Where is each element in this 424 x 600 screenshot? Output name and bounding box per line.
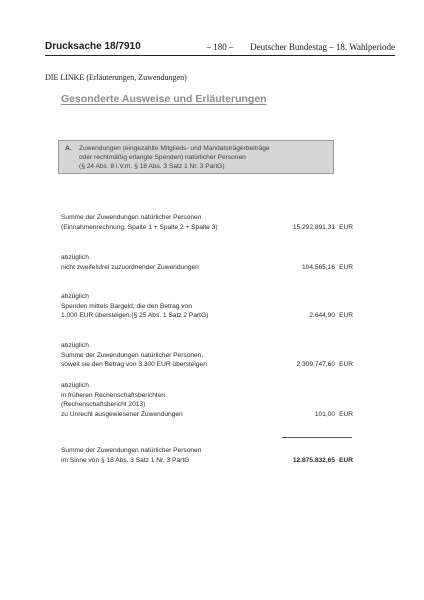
row-currency: EUR <box>339 361 353 369</box>
subheader: DIE LINKE (Erläuterungen, Zuwendungen) <box>45 73 187 82</box>
section-title-line: Zuwendungen (eingezahlte Mitglieds- und Mandatsträgerbeiträge <box>79 145 270 152</box>
row-label <box>61 381 281 419</box>
row-label-line: Summe der Zuwendungen natürlicher Personen, <box>61 351 204 359</box>
row-label-line: (Einnahmenrechnung, Spalte 1 + Spalte 2 + Spalte 3) <box>61 223 218 231</box>
row-label-line: im Sinne von § 18 Abs. 3 Satz 1 Nr. 3 PartG <box>61 456 190 464</box>
row-label-line: Summe der Zuwendungen natürlicher Personen <box>61 447 202 454</box>
page-number: – 180 – <box>206 42 234 52</box>
row-amount: 104.565,16 <box>301 263 335 271</box>
row-label-line: in früheren Rechenschaftsberichten <box>61 391 166 399</box>
row-label <box>61 213 281 232</box>
sum-divider <box>282 437 352 438</box>
page-title: Gesonderte Ausweise und Erläuterungen <box>61 93 267 105</box>
row-currency: EUR <box>339 312 353 320</box>
row-label-line: zu Unrecht ausgewiesener Zuwendungen <box>61 410 183 418</box>
row-amount: 2.644,90 <box>309 312 335 320</box>
row-label-line: 1.000 EUR übersteigen (§ 25 Abs. 1 Satz 2 PartG) <box>61 312 209 320</box>
row-label <box>61 253 281 272</box>
row-label-line: abzüglich <box>61 342 89 349</box>
row-label-line: Spenden mittels Bargeld, die den Betrag von <box>61 302 192 310</box>
row-amount: 101,00 <box>314 410 335 418</box>
row-label <box>61 446 281 465</box>
row-label-line: abzüglich <box>61 382 89 389</box>
row-label <box>61 292 281 321</box>
section-title-line: (§ 24 Abs. 8 i.V.m. § 18 Abs. 3 Satz 1 Nr. 3 PartG) <box>79 163 225 170</box>
publisher-label: Deutscher Bundestag – 18. Wahlperiode <box>250 42 395 52</box>
row-label <box>61 341 281 370</box>
row-amount: 15.292.891,31 <box>292 223 335 231</box>
section-a-box <box>58 140 334 174</box>
section-letter: A. <box>65 145 72 152</box>
row-label-line: (Rechenschaftsbericht 2013) <box>61 401 146 409</box>
row-label-line: soweit sie den Betrag von 3.300 EUR übersteigen <box>61 361 207 369</box>
drucksache-label <box>45 41 141 52</box>
drucksache-number: 7910 <box>118 41 141 52</box>
section-title-line: oder rechtmäßig erlangte Spenden) natürlicher Personen <box>79 154 246 161</box>
row-currency: EUR <box>339 410 353 418</box>
row-label-line: abzüglich <box>61 293 89 300</box>
header-divider <box>45 55 395 56</box>
row-currency: EUR <box>339 456 353 464</box>
row-currency: EUR <box>339 263 353 271</box>
row-currency: EUR <box>339 223 353 231</box>
page-header <box>45 41 395 53</box>
row-label-line: nicht zweifelsfrei zuzuordnender Zuwendungen <box>61 263 199 271</box>
row-amount-total: 12.875.832,65 <box>292 456 335 464</box>
row-label-line: abzüglich <box>61 254 89 261</box>
row-label-line: Summe der Zuwendungen natürlicher Personen <box>61 214 202 221</box>
row-amount: 2.309.747,60 <box>296 361 335 369</box>
drucksache-prefix: Drucksache 18/ <box>45 41 119 52</box>
